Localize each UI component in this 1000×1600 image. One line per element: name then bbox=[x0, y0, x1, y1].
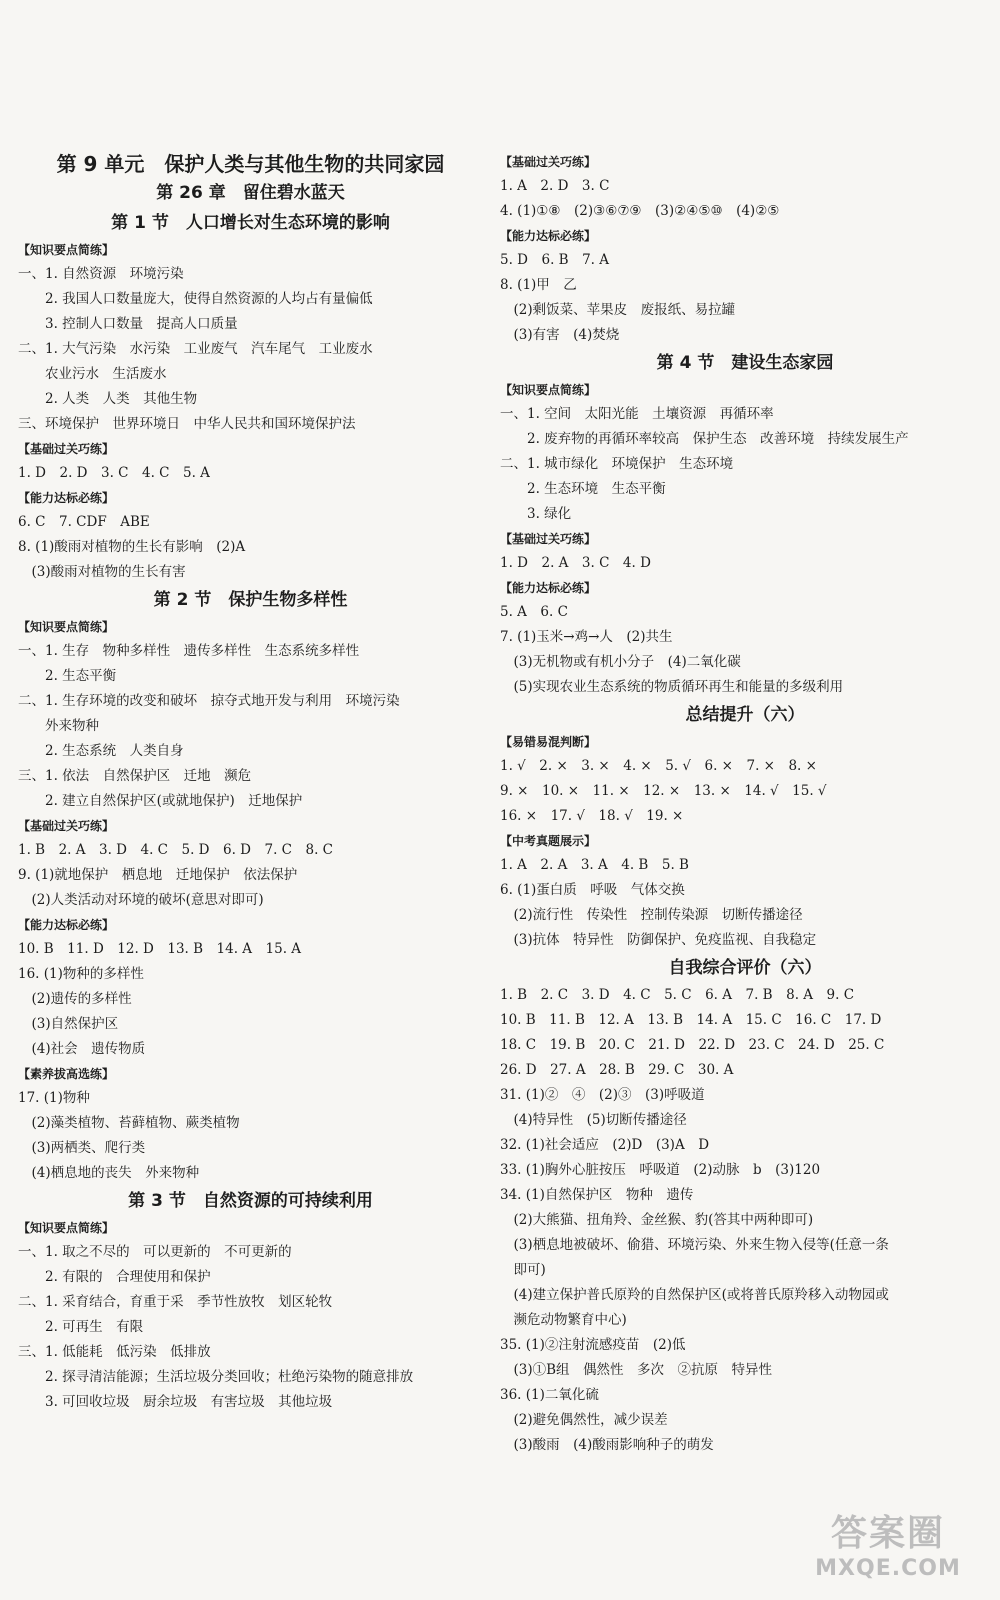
answer-line: (2)人类活动对环境的破坏(意思对即可) bbox=[18, 892, 264, 908]
answer-line: 一、1. 取之不尽的 可以更新的 不可更新的 bbox=[18, 1244, 292, 1260]
watermark bbox=[798, 1512, 978, 1582]
answer-line: (3)两栖类、爬行类 bbox=[18, 1140, 146, 1156]
section-title: 第 4 节 建设生态家园 bbox=[656, 353, 834, 373]
section-title: 第 2 节 保护生物多样性 bbox=[153, 590, 348, 610]
answer-line: 3. 控制人口数量 提高人口质量 bbox=[18, 316, 238, 332]
unit-title: 第 9 单元 保护人类与其他生物的共同家园 bbox=[56, 152, 445, 176]
section-title: 自我综合评价（六） bbox=[668, 958, 822, 978]
answer-line: 1. A 2. A 3. A 4. B 5. B bbox=[500, 857, 689, 873]
answer-line: 一、1. 空间 太阳光能 土壤资源 再循环率 bbox=[500, 406, 774, 422]
answer-line: 16. × 17. √ 18. √ 19. × bbox=[500, 808, 684, 824]
answer-line: 二、1. 城市绿化 环境保护 生态环境 bbox=[500, 456, 734, 472]
exercise-tag: 【知识要点简练】 bbox=[500, 383, 597, 397]
answer-line: 2. 生态系统 人类自身 bbox=[18, 743, 184, 759]
exercise-tag: 【中考真题展示】 bbox=[500, 834, 597, 848]
answer-line: (2)遗传的多样性 bbox=[18, 991, 132, 1007]
answer-line: 1. D 2. A 3. C 4. D bbox=[500, 555, 651, 571]
answer-line: (3)有害 (4)焚烧 bbox=[500, 327, 620, 343]
answer-line: (4)社会 遗传物质 bbox=[18, 1041, 146, 1057]
answer-line: (4)建立保护普氏原羚的自然保护区(或将普氏原羚移入动物园或 bbox=[500, 1287, 889, 1303]
answer-line: 濒危动物繁育中心) bbox=[500, 1312, 627, 1328]
exercise-tag: 【基础过关巧练】 bbox=[500, 532, 597, 546]
answer-line: 即可) bbox=[500, 1262, 546, 1278]
answer-line: 2. 有限的 合理使用和保护 bbox=[18, 1269, 211, 1285]
answer-line: (3)抗体 特异性 防御保护、免疫监视、自我稳定 bbox=[500, 932, 817, 948]
exercise-tag: 【能力达标必练】 bbox=[500, 229, 597, 243]
exercise-tag: 【知识要点简练】 bbox=[18, 620, 115, 634]
answer-line: 三、1. 低能耗 低污染 低排放 bbox=[18, 1344, 211, 1360]
answer-line: 9. × 10. × 11. × 12. × 13. × 14. √ 15. √ bbox=[500, 783, 827, 799]
answer-line: 二、1. 大气污染 水污染 工业废气 汽车尾气 工业废水 bbox=[18, 341, 373, 357]
answer-line: 2. 可再生 有限 bbox=[18, 1319, 144, 1335]
answer-line: 2. 废弃物的再循环率较高 保护生态 改善环境 持续发展生产 bbox=[500, 431, 909, 447]
answer-line: 35. (1)②注射流感疫苗 (2)低 bbox=[500, 1337, 686, 1353]
answer-line: 9. (1)就地保护 栖息地 迁地保护 依法保护 bbox=[18, 867, 298, 883]
exercise-tag: 【基础过关巧练】 bbox=[500, 155, 597, 169]
answer-line: 6. C 7. CDF ABE bbox=[18, 514, 150, 530]
exercise-tag: 【知识要点简练】 bbox=[18, 1221, 115, 1235]
answer-line: 农业污水 生活废水 bbox=[18, 366, 167, 382]
exercise-tag: 【知识要点简练】 bbox=[18, 243, 115, 257]
answer-line: 1. D 2. D 3. C 4. C 5. A bbox=[18, 465, 210, 481]
answer-line: 10. B 11. D 12. D 13. B 14. A 15. A bbox=[18, 941, 302, 957]
exercise-tag: 【能力达标必练】 bbox=[18, 918, 115, 932]
answer-line: 34. (1)自然保护区 物种 遗传 bbox=[500, 1187, 694, 1203]
answer-line: 10. B 11. B 12. A 13. B 14. A 15. C 16. C 17. D bbox=[500, 1012, 882, 1028]
answer-line: 一、1. 自然资源 环境污染 bbox=[18, 266, 184, 282]
right-column bbox=[500, 150, 990, 1458]
section-title: 第 26 章 留住碧水蓝天 bbox=[156, 183, 345, 203]
answer-line: 31. (1)② ④ (2)③ (3)呼吸道 bbox=[500, 1087, 705, 1103]
exercise-tag: 【基础过关巧练】 bbox=[18, 442, 115, 456]
section-title: 第 1 节 人口增长对生态环境的影响 bbox=[111, 213, 390, 233]
answer-line: 二、1. 生存环境的改变和破坏 掠夺式地开发与利用 环境污染 bbox=[18, 693, 400, 709]
answer-line: 4. (1)①⑧ (2)③⑥⑦⑨ (3)②④⑤⑩ (4)②⑤ bbox=[500, 203, 780, 219]
answer-line: 16. (1)物种的多样性 bbox=[18, 966, 144, 982]
answer-line: 二、1. 采育结合，育重于采 季节性放牧 划区轮牧 bbox=[18, 1294, 333, 1310]
answer-line: 32. (1)社会适应 (2)D (3)A D bbox=[500, 1137, 710, 1153]
answer-line: 18. C 19. B 20. C 21. D 22. D 23. C 24. D 25. C bbox=[500, 1037, 885, 1053]
exercise-tag: 【能力达标必练】 bbox=[18, 491, 115, 505]
answer-line: 三、1. 依法 自然保护区 迁地 濒危 bbox=[18, 768, 252, 784]
answer-line: 一、1. 生存 物种多样性 遗传多样性 生态系统多样性 bbox=[18, 643, 360, 659]
answer-line: 2. 生态平衡 bbox=[18, 668, 117, 684]
answer-line: 8. (1)酸雨对植物的生长有影响 (2)A bbox=[18, 539, 246, 555]
answer-line: 3. 绿化 bbox=[500, 506, 572, 522]
answer-line: (4)特异性 (5)切断传播途径 bbox=[500, 1112, 687, 1128]
answer-line: 1. √ 2. × 3. × 4. × 5. √ 6. × 7. × 8. × bbox=[500, 758, 817, 774]
answer-line: (2)藻类植物、苔藓植物、蕨类植物 bbox=[18, 1115, 240, 1131]
answer-line: (2)大熊猫、扭角羚、金丝猴、豹(答其中两种即可) bbox=[500, 1212, 814, 1228]
exercise-tag: 【基础过关巧练】 bbox=[18, 819, 115, 833]
answer-line: 33. (1)胸外心脏按压 呼吸道 (2)动脉 b (3)120 bbox=[500, 1162, 821, 1178]
answer-line: (3)①B组 偶然性 多次 ②抗原 特异性 bbox=[500, 1362, 773, 1378]
answer-line: 8. (1)甲 乙 bbox=[500, 277, 577, 293]
answer-line: 1. B 2. A 3. D 4. C 5. D 6. D 7. C 8. C bbox=[18, 842, 334, 858]
answer-line: 6. (1)蛋白质 呼吸 气体交换 bbox=[500, 882, 685, 898]
answer-line: (5)实现农业生态系统的物质循环再生和能量的多级利用 bbox=[500, 679, 844, 695]
answer-line: 三、环境保护 世界环境日 中华人民共和国环境保护法 bbox=[18, 416, 356, 432]
answer-line: 5. D 6. B 7. A bbox=[500, 252, 610, 268]
answer-line: 5. A 6. C bbox=[500, 604, 568, 620]
answer-line: 1. A 2. D 3. C bbox=[500, 178, 610, 194]
answer-line: 2. 探寻清洁能源；生活垃圾分类回收；杜绝污染物的随意排放 bbox=[18, 1369, 414, 1385]
answer-line: 7. (1)玉米→鸡→人 (2)共生 bbox=[500, 629, 673, 645]
answer-line: (4)栖息地的丧失 外来物种 bbox=[18, 1165, 200, 1181]
watermark-url: MXQE.COM bbox=[815, 1556, 961, 1581]
answer-line: 36. (1)二氧化硫 bbox=[500, 1387, 599, 1403]
answer-line: (2)剩饭菜、苹果皮 废报纸、易拉罐 bbox=[500, 302, 736, 318]
answer-line: 2. 生态环境 生态平衡 bbox=[500, 481, 666, 497]
answer-line: (2)避免偶然性，减少误差 bbox=[500, 1412, 668, 1428]
answer-line: (3)无机物或有机小分子 (4)二氧化碳 bbox=[500, 654, 741, 670]
section-title: 总结提升（六） bbox=[685, 705, 805, 725]
answer-line: 2. 建立自然保护区(或就地保护) 迁地保护 bbox=[18, 793, 303, 809]
answer-line: 2. 我国人口数量庞大，使得自然资源的人均占有量偏低 bbox=[18, 291, 373, 307]
exercise-tag: 【易错易混判断】 bbox=[500, 735, 597, 749]
answer-line: (3)酸雨对植物的生长有害 bbox=[18, 564, 186, 580]
exercise-tag: 【素养拔高选练】 bbox=[18, 1067, 115, 1081]
answer-line: 2. 人类 人类 其他生物 bbox=[18, 391, 198, 407]
answer-line: 1. B 2. C 3. D 4. C 5. C 6. A 7. B 8. A 9. C bbox=[500, 987, 855, 1003]
answer-line: 外来物种 bbox=[18, 718, 99, 734]
exercise-tag: 【能力达标必练】 bbox=[500, 581, 597, 595]
section-title: 第 3 节 自然资源的可持续利用 bbox=[128, 1191, 373, 1211]
answer-line: (3)栖息地被破坏、偷猎、环境污染、外来生物入侵等(任意一条 bbox=[500, 1237, 889, 1253]
left-column bbox=[18, 150, 483, 1415]
watermark-logo: 答案圈 bbox=[830, 1513, 945, 1554]
answer-line: (3)酸雨 (4)酸雨影响种子的萌发 bbox=[500, 1437, 714, 1453]
answer-line: 26. D 27. A 28. B 29. C 30. A bbox=[500, 1062, 734, 1078]
answer-line: (3)自然保护区 bbox=[18, 1016, 119, 1032]
answer-line: 3. 可回收垃圾 厨余垃圾 有害垃圾 其他垃圾 bbox=[18, 1394, 333, 1410]
answer-line: 17. (1)物种 bbox=[18, 1090, 90, 1106]
answer-line: (2)流行性 传染性 控制传染源 切断传播途径 bbox=[500, 907, 803, 923]
